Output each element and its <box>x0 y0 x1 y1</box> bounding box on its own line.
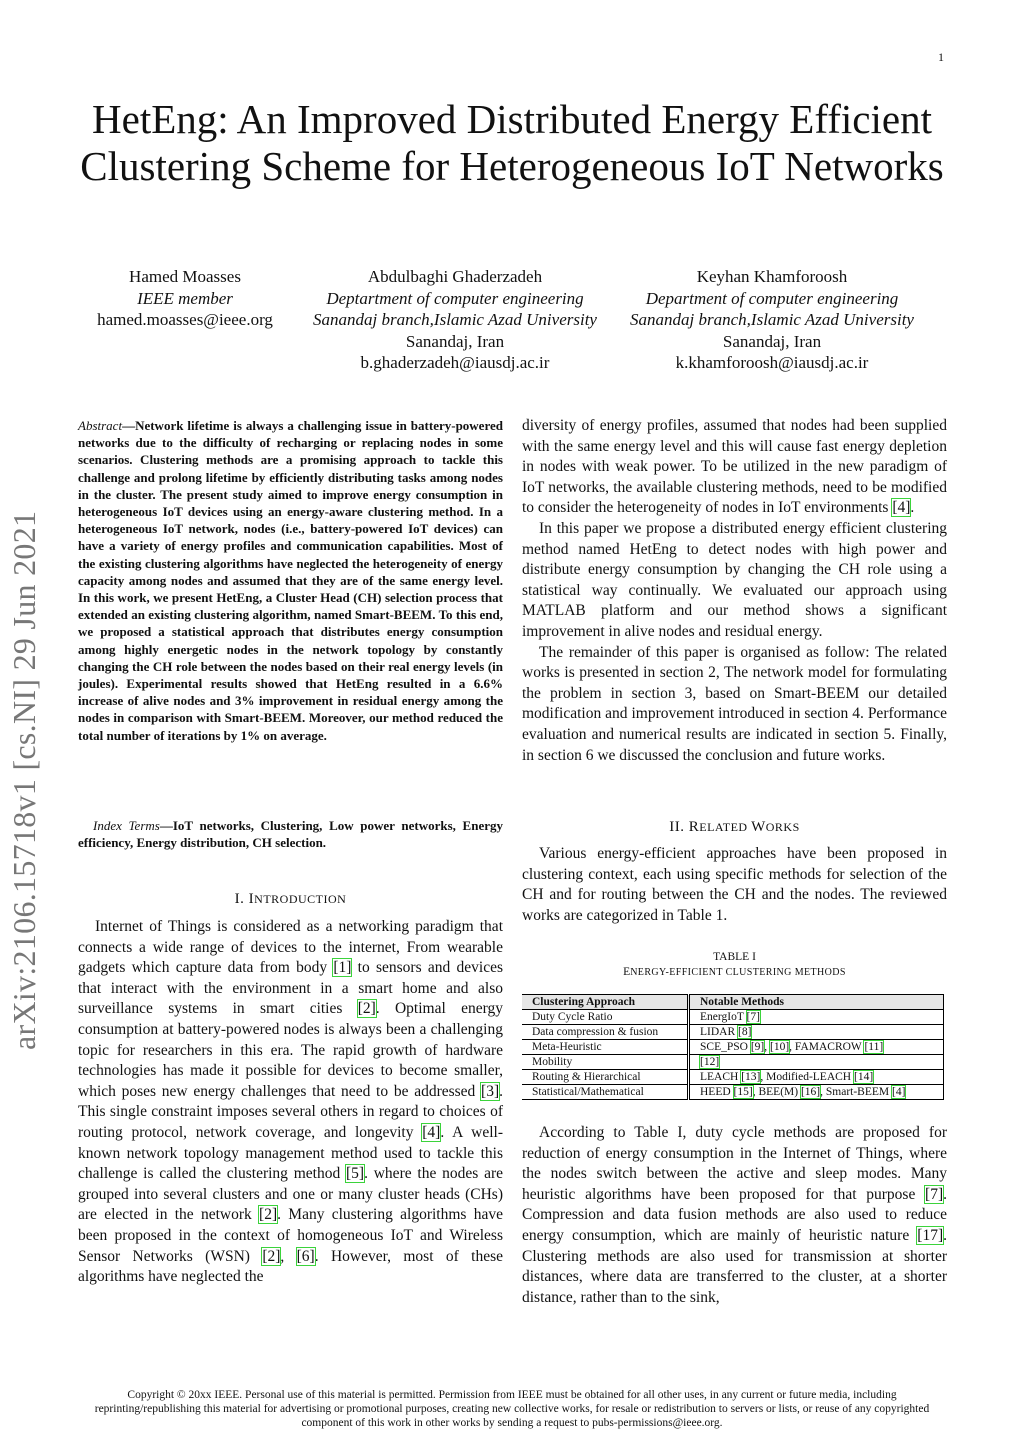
citation-link[interactable]: [14] <box>853 1071 874 1083</box>
index-terms-label: Index Terms <box>93 818 160 833</box>
clustering-methods-table <box>522 994 944 1100</box>
citation-link[interactable]: [7] <box>746 1011 760 1023</box>
author-email: k.khamforoosh@iausdj.ac.ir <box>675 353 869 372</box>
table-cell: Routing & Hierarchical <box>522 1070 689 1085</box>
citation-link[interactable]: [5] <box>346 1165 365 1183</box>
table-cell: Mobility <box>522 1055 689 1070</box>
citation-link[interactable]: [17] <box>917 1226 944 1244</box>
paper-title: HetEng: An Improved Distributed Energy Efficient Clustering Scheme for Heterogeneous IoT Networks <box>80 96 944 189</box>
table-cell: SCE_PSO [9], [10], FAMACROW [11] <box>689 1040 944 1055</box>
citation-link[interactable]: [1] <box>333 959 352 977</box>
table-row <box>522 1055 944 1070</box>
table-cell: LEACH [13], Modified-LEACH [14] <box>689 1070 944 1085</box>
author-email: hamed.moasses@ieee.org <box>97 310 273 329</box>
author-email: b.ghaderzadeh@iausdj.ac.ir <box>360 353 550 372</box>
introduction-continued <box>522 416 947 766</box>
table-cell: Duty Cycle Ratio <box>522 1010 689 1025</box>
copyright-notice: Copyright © 20xx IEEE. Personal use of this material is permitted. Permission from IEEE must be obtained for all other uses, in any current or future media, including reprinting/republishing this material for advertising or promotional purposes, creating new collective works, for resale or redistribution to servers or lists, or reuse of any copyrighted component of this work in other works by sending a request to pubs-permissions@ieee.org. <box>94 1389 930 1429</box>
table-row <box>522 1025 944 1040</box>
author-location: Sanandaj, Iran <box>722 331 822 351</box>
citation-link[interactable]: [2] <box>262 1247 281 1265</box>
paragraph: In this paper we propose a distributed energy efficient clustering method named HetEng to detect nodes with high power and distribute energy consumption by changing the CH role using a statistical way continually. We evaluated our approach using MATLAB platform and our method shows a significant improvement in alive nodes and residual energy. <box>522 519 947 640</box>
arxiv-identifier-stamp: arXiv:2106.15718v1 [cs.NI] 29 Jun 2021 <box>6 510 42 1050</box>
introduction-body <box>78 917 503 1288</box>
paragraph: The remainder of this paper is organised as follow: The related works is presented in section 2, The network model for formulating the problem in section 3, based on Smart-BEEM our detailed modification and improvement introduced in section 4. Performance evaluation and numerical results are indicated in section 5. Finally, in section 6 we discussed the conclusion and future works. <box>522 643 947 764</box>
section-heading-related-works: II. RELATED WORKS <box>669 819 800 835</box>
citation-link[interactable]: [11] <box>864 1041 884 1053</box>
author-affiliation: Deptartment of computer engineering <box>326 288 584 308</box>
table-label: TABLE I <box>713 951 756 963</box>
paragraph: Various energy-efficient approaches have been proposed in clustering context, each using specific methods for selection of the CH and for routing between the CH and the nodes. The reviewed works are categorized in Table 1. <box>522 845 947 924</box>
table-cell: LIDAR [8] <box>689 1025 944 1040</box>
citation-link[interactable]: [6] <box>296 1247 315 1265</box>
abstract-label: Abstract <box>78 418 123 433</box>
table-title: ENERGY-EFFICIENT CLUSTERING METHODS <box>623 966 846 978</box>
paragraph: diversity of energy profiles, assumed that nodes had been supplied with the same energy level and this will cause fast energy depletion in nodes with weak power. To be utilized in the new paradigm of IoT networks, the available clustering methods, need to be modified to consider the heterogeneity of nodes in IoT environments [4]. <box>522 417 947 517</box>
column-header: Notable Methods <box>689 995 944 1010</box>
index-terms <box>78 817 503 851</box>
citation-link[interactable]: [12] <box>700 1056 720 1068</box>
table-cell <box>689 1055 944 1070</box>
table-cell: Meta-Heuristic <box>522 1040 689 1055</box>
author-block <box>607 266 937 374</box>
author-affiliation: Department of computer engineering <box>645 288 899 308</box>
author-block <box>290 266 620 374</box>
citation-link[interactable]: [8] <box>738 1026 752 1038</box>
author-name: Keyhan Khamforoosh <box>696 267 848 286</box>
author-name: Hamed Moasses <box>129 267 241 286</box>
page-number: 1 <box>938 50 944 64</box>
citation-link[interactable]: [15] <box>733 1086 753 1098</box>
table-header-row <box>522 995 944 1010</box>
citation-link[interactable]: [4] <box>892 499 911 517</box>
table-cell: Statistical/Mathematical <box>522 1085 689 1100</box>
author-institution: Sanandaj branch,Islamic Azad University <box>630 310 914 329</box>
citation-link[interactable]: [16] <box>800 1086 821 1098</box>
author-name: Abdulbaghi Ghaderzadeh <box>367 267 543 286</box>
table-cell: Data compression & fusion <box>522 1025 689 1040</box>
citation-link[interactable]: [9] <box>750 1041 765 1053</box>
citation-link[interactable]: [7] <box>925 1185 944 1203</box>
table-row <box>522 1040 944 1055</box>
citation-link[interactable]: [4] <box>892 1086 906 1098</box>
citation-link[interactable]: [3] <box>481 1082 500 1100</box>
citation-link[interactable]: [10] <box>769 1041 790 1053</box>
column-header: Clustering Approach <box>522 995 689 1010</box>
citation-link[interactable]: [2] <box>357 1000 376 1018</box>
table-row <box>522 1010 944 1025</box>
related-works-body <box>522 844 947 926</box>
author-location: Sanandaj, Iran <box>405 331 505 351</box>
author-institution: Sanandaj branch,Islamic Azad University <box>313 310 597 329</box>
citation-link[interactable]: [4] <box>422 1123 441 1141</box>
table-caption <box>522 950 947 980</box>
paragraph: Internet of Things is considered as a networking paradigm that connects a wide range of devices to the internet, From wearable gadgets which capture data from body [1] to sensors and devices that interact with the environment in a smart home and also surveillance systems in smart cities [2]. Optimal energy consumption at battery-powered nodes is always been a challenging topic for researchers in this era. The rapid growth of hardware technologies has made it possible for devices to become smaller, which poses new energy challenges that need to be addressed [3]. This single constraint imposes several others in regard to choices of routing protocol, network coverage, and longevity [4]. A well-known network topology management method used to tackle this challenge is called the clustering method [5]. where the nodes are grouped into several clusters and one or many cluster heads (CHs) are elected in the network [2]. Many clustering algorithms have been proposed in the context of homogeneous IoT and Wireless Sensor Networks (WSN) [2], [6]. However, most of these algorithms have neglected the <box>78 918 504 1286</box>
table-row <box>522 1085 944 1100</box>
abstract <box>78 417 503 744</box>
related-works-discussion <box>522 1123 947 1308</box>
citation-link[interactable]: [13] <box>741 1071 761 1083</box>
author-affiliation: IEEE member <box>137 288 233 308</box>
table-cell: HEED [15], BEE(M) [16], Smart-BEEM [4] <box>689 1085 944 1100</box>
table-row <box>522 1070 944 1085</box>
abstract-text: —Network lifetime is always a challenging issue in battery-powered networks due to the difficulty of recharging or replacing nodes in some scenarios. Clustering methods are a promising approach to tackle this challenge and prolong lifetime by efficiently distributing tasks among nodes in the cluster. The present study aimed to improve energy consumption in heterogeneous IoT devices using an energy-aware clustering method. In a heterogeneous IoT network, nodes (i.e., battery-powered IoT devices) can have a variety of energy profiles and communication capabilities. Most of the existing clustering algorithms have neglected the heterogeneity of energy capacity among nodes and assumed that they are of the same energy level. In this work, we present HetEng, a Cluster Head (CH) selection process that extended an existing clustering algorithm, named Smart-BEEM. To this end, we proposed a statistical approach that distributes energy consumption among highly energetic nodes in the network topology by constantly changing the CH role between the nodes based on their real energy levels (in joules). Experimental results showed that HetEng resulted in a 6.6% increase of alive nodes and 3% improvement in residual energy among the nodes in comparison with Smart-BEEM. Moreover, our method reduced the total number of iterations by 1% on average. <box>78 418 503 743</box>
section-heading-introduction: I. INTRODUCTION <box>234 891 347 907</box>
paragraph: According to Table I, duty cycle methods are proposed for reduction of energy consumption in the Internet of Things, where the nodes switch between the active and sleep modes. Many heuristic algorithms have been proposed for that purpose [7]. Compression and data fusion methods are also used to reduce energy consumption, which are mainly of heuristic nature [17]. Clustering methods are also used for transmission at shorter distances, where data are transferred to the cluster, at a shorter distance, rather than to the sink, <box>522 1124 947 1306</box>
citation-link[interactable]: [2] <box>259 1206 278 1224</box>
table-cell: EnergIoT [7] <box>689 1010 944 1025</box>
index-terms-text: —IoT networks, Clustering, Low power networks, Energy efficiency, Energy distribution, CH selection. <box>78 818 503 851</box>
